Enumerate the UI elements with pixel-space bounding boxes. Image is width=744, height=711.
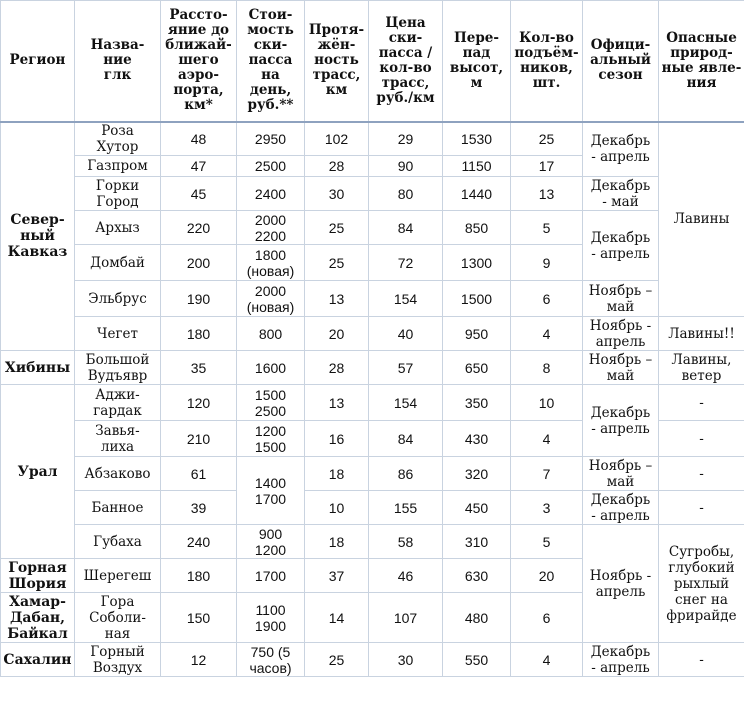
header-length: Протя- жён- ность трасс, км: [305, 1, 369, 122]
season-cell: Декабрь - май: [583, 177, 659, 211]
drop-cell: 550: [443, 643, 511, 677]
header-lifts: Кол-во подъём- ников, шт.: [511, 1, 583, 122]
resort-name: Гора Соболи- ная: [75, 593, 161, 643]
distance-cell: 190: [161, 281, 237, 317]
length-cell: 20: [305, 317, 369, 351]
season-cell: Декабрь - апрель: [583, 122, 659, 177]
skipass-cell: 2000 2200: [237, 211, 305, 245]
distance-cell: 220: [161, 211, 237, 245]
lifts-cell: 10: [511, 385, 583, 421]
region-cell: Сахалин: [1, 643, 75, 677]
hazards-cell: -: [659, 643, 744, 677]
length-cell: 102: [305, 122, 369, 156]
skipass-cell: 1200 1500: [237, 421, 305, 457]
resort-name: Аджи- гардак: [75, 385, 161, 421]
length-cell: 37: [305, 559, 369, 593]
table-row: [1, 385, 744, 421]
drop-cell: 320: [443, 457, 511, 491]
distance-cell: 61: [161, 457, 237, 491]
lifts-cell: 5: [511, 525, 583, 559]
skipass-cell: 750 (5 часов): [237, 643, 305, 677]
drop-cell: 1440: [443, 177, 511, 211]
season-cell: Ноябрь – май: [583, 351, 659, 385]
distance-cell: 180: [161, 559, 237, 593]
skipass-cell: 900 1200: [237, 525, 305, 559]
header-drop: Пере- пад высот, м: [443, 1, 511, 122]
skipass-cell: 1800 (новая): [237, 245, 305, 281]
lifts-cell: 6: [511, 281, 583, 317]
season-cell: Ноябрь – май: [583, 457, 659, 491]
skipass-cell: 2500: [237, 156, 305, 177]
hazards-cell: Лавины, ветер: [659, 351, 744, 385]
drop-cell: 1300: [443, 245, 511, 281]
distance-cell: 180: [161, 317, 237, 351]
price-per-km-cell: 86: [369, 457, 443, 491]
hazards-cell: Лавины: [659, 122, 744, 317]
drop-cell: 350: [443, 385, 511, 421]
resort-name: Газпром: [75, 156, 161, 177]
drop-cell: 430: [443, 421, 511, 457]
season-cell: Ноябрь - апрель: [583, 317, 659, 351]
distance-cell: 47: [161, 156, 237, 177]
distance-cell: 200: [161, 245, 237, 281]
drop-cell: 950: [443, 317, 511, 351]
skipass-cell: 1400 1700: [237, 457, 305, 525]
skipass-cell: 2000 (новая): [237, 281, 305, 317]
length-cell: 18: [305, 525, 369, 559]
length-cell: 28: [305, 156, 369, 177]
hazards-cell: -: [659, 385, 744, 421]
price-per-km-cell: 84: [369, 211, 443, 245]
lifts-cell: 8: [511, 351, 583, 385]
resort-name: Домбай: [75, 245, 161, 281]
table-row: [1, 643, 744, 677]
drop-cell: 1500: [443, 281, 511, 317]
hazards-cell: Лавины!!: [659, 317, 744, 351]
price-per-km-cell: 40: [369, 317, 443, 351]
distance-cell: 39: [161, 491, 237, 525]
resort-name: Эльбрус: [75, 281, 161, 317]
hazards-cell: -: [659, 491, 744, 525]
table-row: [1, 351, 744, 385]
drop-cell: 310: [443, 525, 511, 559]
lifts-cell: 25: [511, 122, 583, 156]
price-per-km-cell: 107: [369, 593, 443, 643]
season-cell: Декабрь - апрель: [583, 643, 659, 677]
table-row: [1, 122, 744, 156]
drop-cell: 850: [443, 211, 511, 245]
region-cell: Урал: [1, 385, 75, 559]
price-per-km-cell: 46: [369, 559, 443, 593]
hazards-cell: -: [659, 421, 744, 457]
drop-cell: 650: [443, 351, 511, 385]
distance-cell: 48: [161, 122, 237, 156]
skipass-cell: 1100 1900: [237, 593, 305, 643]
price-per-km-cell: 154: [369, 281, 443, 317]
header-hazards: Опасные природ- ные явле- ния: [659, 1, 744, 122]
region-cell: Хибины: [1, 351, 75, 385]
lifts-cell: 3: [511, 491, 583, 525]
header-row: [1, 1, 744, 122]
resort-name: Архыз: [75, 211, 161, 245]
drop-cell: 1530: [443, 122, 511, 156]
resort-name: Роза Хутор: [75, 122, 161, 156]
table-row: [1, 317, 744, 351]
region-cell: Хамар- Дабан, Байкал: [1, 593, 75, 643]
header-season: Офици- альный сезон: [583, 1, 659, 122]
price-per-km-cell: 80: [369, 177, 443, 211]
distance-cell: 210: [161, 421, 237, 457]
length-cell: 14: [305, 593, 369, 643]
season-cell: Ноябрь – май: [583, 281, 659, 317]
region-cell: Горная Шория: [1, 559, 75, 593]
price-per-km-cell: 30: [369, 643, 443, 677]
drop-cell: 450: [443, 491, 511, 525]
table-row: [1, 457, 744, 491]
lifts-cell: 6: [511, 593, 583, 643]
season-cell: Декабрь - апрель: [583, 211, 659, 281]
distance-cell: 240: [161, 525, 237, 559]
distance-cell: 45: [161, 177, 237, 211]
distance-cell: 35: [161, 351, 237, 385]
resort-name: Шерегеш: [75, 559, 161, 593]
price-per-km-cell: 72: [369, 245, 443, 281]
lifts-cell: 20: [511, 559, 583, 593]
price-per-km-cell: 155: [369, 491, 443, 525]
resort-name: Губаха: [75, 525, 161, 559]
resort-name: Горный Воздух: [75, 643, 161, 677]
table-row: [1, 211, 744, 245]
length-cell: 30: [305, 177, 369, 211]
skipass-cell: 2400: [237, 177, 305, 211]
table-row: [1, 491, 744, 525]
header-distance: Рассто- яние до ближай- шего аэро- порта, км*: [161, 1, 237, 122]
distance-cell: 12: [161, 643, 237, 677]
lifts-cell: 4: [511, 421, 583, 457]
length-cell: 13: [305, 385, 369, 421]
length-cell: 25: [305, 245, 369, 281]
resort-name: Завья- лиха: [75, 421, 161, 457]
skipass-cell: 2950: [237, 122, 305, 156]
lifts-cell: 7: [511, 457, 583, 491]
lifts-cell: 9: [511, 245, 583, 281]
price-per-km-cell: 84: [369, 421, 443, 457]
header-skipass: Стои- мость ски- пасса на день, руб.**: [237, 1, 305, 122]
drop-cell: 480: [443, 593, 511, 643]
price-per-km-cell: 90: [369, 156, 443, 177]
table-row: [1, 281, 744, 317]
header-price-per-km: Цена ски- пасса / кол-во трасс, руб./км: [369, 1, 443, 122]
region-cell: Север- ный Кавказ: [1, 122, 75, 351]
skipass-cell: 1700: [237, 559, 305, 593]
length-cell: 10: [305, 491, 369, 525]
season-cell: Декабрь - апрель: [583, 491, 659, 525]
length-cell: 25: [305, 211, 369, 245]
price-per-km-cell: 29: [369, 122, 443, 156]
resort-name: Горки Город: [75, 177, 161, 211]
lifts-cell: 4: [511, 317, 583, 351]
price-per-km-cell: 58: [369, 525, 443, 559]
price-per-km-cell: 57: [369, 351, 443, 385]
length-cell: 16: [305, 421, 369, 457]
skipass-cell: 800: [237, 317, 305, 351]
drop-cell: 630: [443, 559, 511, 593]
season-cell: Ноябрь - апрель: [583, 525, 659, 643]
resort-name: Большой Вудъявр: [75, 351, 161, 385]
distance-cell: 150: [161, 593, 237, 643]
distance-cell: 120: [161, 385, 237, 421]
price-per-km-cell: 154: [369, 385, 443, 421]
season-cell: Декабрь - апрель: [583, 385, 659, 457]
header-region: Регион: [1, 1, 75, 122]
resort-name: Чегет: [75, 317, 161, 351]
skipass-cell: 1600: [237, 351, 305, 385]
table-row: [1, 177, 744, 211]
length-cell: 13: [305, 281, 369, 317]
header-name: Назва- ние глк: [75, 1, 161, 122]
skipass-cell: 1500 2500: [237, 385, 305, 421]
lifts-cell: 17: [511, 156, 583, 177]
drop-cell: 1150: [443, 156, 511, 177]
resort-name: Абзаково: [75, 457, 161, 491]
length-cell: 28: [305, 351, 369, 385]
table-row: [1, 525, 744, 559]
length-cell: 25: [305, 643, 369, 677]
length-cell: 18: [305, 457, 369, 491]
lifts-cell: 5: [511, 211, 583, 245]
hazards-cell: Сугробы, глубокий рыхлый снег на фрирайде: [659, 525, 744, 643]
lifts-cell: 13: [511, 177, 583, 211]
resort-name: Банное: [75, 491, 161, 525]
lifts-cell: 4: [511, 643, 583, 677]
hazards-cell: -: [659, 457, 744, 491]
